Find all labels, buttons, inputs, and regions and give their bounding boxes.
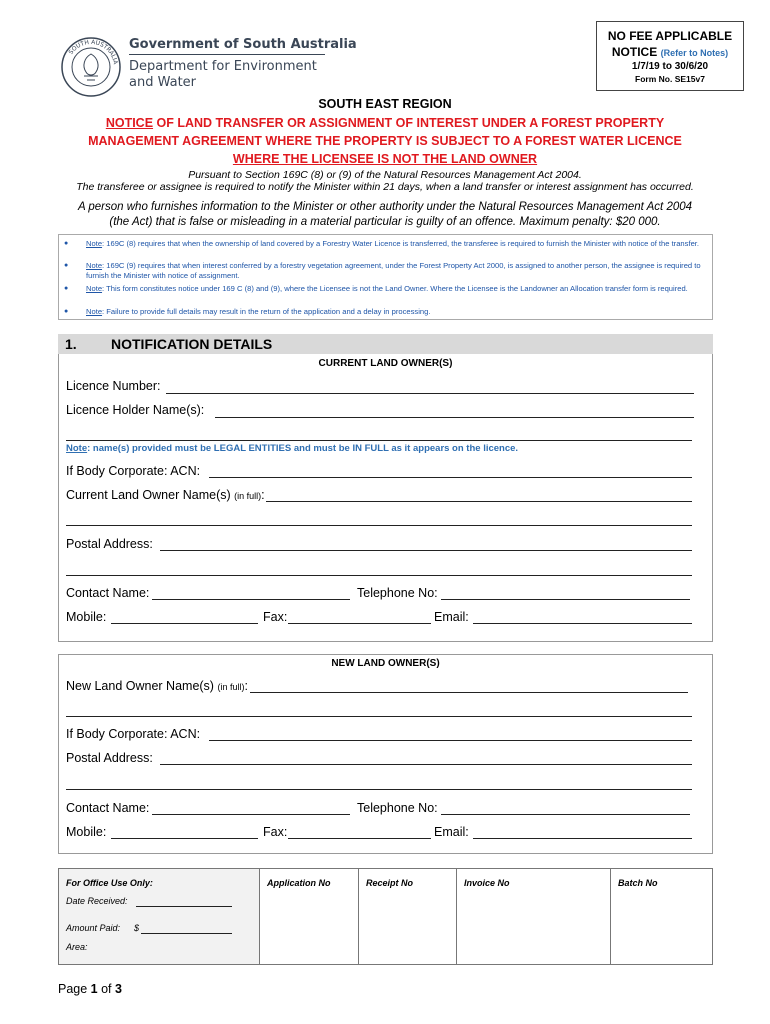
fee-line-1: NO FEE APPLICABLE bbox=[607, 29, 733, 43]
telephone-label: Telephone No: bbox=[357, 586, 438, 600]
current-owner-label: Current Land Owner Name(s) (in full): bbox=[66, 488, 265, 502]
new-telephone-label: Telephone No: bbox=[357, 801, 438, 815]
penalty-text-2: (the Act) that is false or misleading in a material particular is guilty of an offence. Maximum penalty: $20 000. bbox=[109, 216, 661, 228]
new-contact-name-label: Contact Name: bbox=[66, 801, 150, 815]
new-fax-label: Fax: bbox=[263, 825, 288, 839]
contact-name-field[interactable] bbox=[152, 599, 350, 600]
new-postal-address-label: Postal Address: bbox=[66, 751, 153, 765]
form-title-line-1-rest: OF LAND TRANSFER OR ASSIGNMENT OF INTEREST UNDER A FOREST PROPERTY bbox=[153, 116, 665, 130]
fax-field[interactable] bbox=[288, 623, 431, 624]
email-label: Email: bbox=[434, 610, 469, 624]
mobile-field[interactable] bbox=[111, 623, 258, 624]
refer-notes-label: (Refer to Notes) bbox=[660, 48, 729, 58]
notice-label: NOTICE bbox=[611, 45, 658, 59]
licence-holder-field-2[interactable] bbox=[66, 440, 692, 441]
postal-address-field-2[interactable] bbox=[66, 575, 692, 576]
receipt-no-label: Receipt No bbox=[366, 878, 414, 888]
new-body-corporate-acn-field[interactable] bbox=[209, 740, 692, 741]
new-mobile-field[interactable] bbox=[111, 838, 258, 839]
licence-holder-field[interactable] bbox=[215, 417, 694, 418]
form-title-line-2: MANAGEMENT AGREEMENT WHERE THE PROPERTY IS SUBJECT TO A FOREST WATER LICENCE bbox=[88, 134, 682, 148]
body-corporate-label: If Body Corporate: ACN: bbox=[66, 464, 201, 478]
area-label: Area: bbox=[66, 942, 88, 952]
legal-entity-note: Note: name(s) provided must be LEGAL ENTITIES and must be IN FULL as it appears on the licence. bbox=[66, 443, 519, 454]
section-title: NOTIFICATION DETAILS bbox=[111, 336, 273, 352]
invoice-no-label: Invoice No bbox=[464, 878, 510, 888]
form-number: Form No. SE15v7 bbox=[635, 74, 705, 84]
mobile-label: Mobile: bbox=[66, 610, 107, 624]
new-fax-field[interactable] bbox=[288, 838, 431, 839]
date-received-label: Date Received: bbox=[66, 896, 128, 906]
email-field[interactable] bbox=[473, 623, 692, 624]
office-divider bbox=[610, 868, 611, 965]
fax-label: Fax: bbox=[263, 610, 288, 624]
amount-paid-label: Amount Paid: bbox=[66, 923, 121, 933]
bullet-icon: ● bbox=[64, 240, 69, 247]
licence-number-field[interactable] bbox=[166, 393, 694, 394]
dollar-sign: $ bbox=[134, 923, 140, 933]
note-item: ● Note: 169C (8) requires that when the ownership of land covered by a Forestry Water Licence is transferred, the transferee is required to furnish the Minister with notice of the transfer. bbox=[64, 239, 700, 248]
new-body-corporate-label: If Body Corporate: ACN: bbox=[66, 727, 201, 741]
form-title-line-1 bbox=[0, 116, 770, 130]
office-use-title: For Office Use Only: bbox=[66, 878, 153, 888]
note-item: ● Note: This form constitutes notice under 169 C (8) and (9), where the Licensee is not the Land Owner. Where the Licensee is the Landowner an Allocation transfer form is required. bbox=[64, 284, 688, 293]
government-title: Government of South Australia bbox=[129, 37, 357, 52]
department-line-2: and Water bbox=[129, 75, 197, 90]
fee-notice-box bbox=[596, 21, 744, 91]
postal-address-label: Postal Address: bbox=[66, 537, 153, 551]
application-no-label: Application No bbox=[267, 878, 331, 888]
new-postal-address-field-2[interactable] bbox=[66, 789, 692, 790]
amount-paid-field[interactable] bbox=[141, 933, 232, 934]
licence-holder-label: Licence Holder Name(s): bbox=[66, 403, 205, 417]
new-contact-name-field[interactable] bbox=[152, 814, 350, 815]
new-mobile-label: Mobile: bbox=[66, 825, 107, 839]
new-telephone-field[interactable] bbox=[441, 814, 690, 815]
current-owner-field-2[interactable] bbox=[66, 525, 692, 526]
body-corporate-acn-field[interactable] bbox=[209, 477, 692, 478]
new-owner-field[interactable] bbox=[250, 692, 688, 693]
bullet-icon: ● bbox=[64, 262, 69, 269]
government-seal-logo bbox=[60, 36, 122, 98]
bullet-icon: ● bbox=[64, 308, 69, 315]
office-divider bbox=[259, 868, 260, 965]
header-rule bbox=[129, 54, 325, 55]
region-heading: SOUTH EAST REGION bbox=[318, 97, 452, 111]
new-owner-field-2[interactable] bbox=[66, 716, 692, 717]
telephone-field[interactable] bbox=[441, 599, 690, 600]
current-owner-field[interactable] bbox=[266, 501, 692, 502]
office-divider bbox=[456, 868, 457, 965]
svg-text:SOUTH AUSTRALIA: SOUTH AUSTRALIA bbox=[67, 38, 119, 65]
licence-number-label: Licence Number: bbox=[66, 379, 161, 393]
note-item: ● Note: Failure to provide full details may result in the return of the application and a delay in processing. bbox=[64, 307, 431, 316]
note-item: ● Note: 169C (9) requires that when interest conferred by a forestry vegetation agreement, under the Forest Property Act 2000, is assigned to another person, the assignee is required to furnish the Minister with notice of assignment. bbox=[64, 261, 701, 280]
new-owner-label: New Land Owner Name(s) (in full): bbox=[66, 679, 248, 693]
department-line-1: Department for Environment bbox=[129, 59, 317, 74]
postal-address-field[interactable] bbox=[160, 550, 692, 551]
new-owner-heading: NEW LAND OWNER(S) bbox=[331, 658, 440, 669]
penalty-text-1: A person who furnishes information to the Minister or other authority under the Natural Resources Management Act 2004 bbox=[77, 201, 693, 213]
page-number: Page 1 of 3 bbox=[58, 982, 122, 996]
fee-line-2 bbox=[597, 45, 743, 59]
fee-validity-dates: 1/7/19 to 30/6/20 bbox=[631, 61, 709, 72]
batch-no-label: Batch No bbox=[618, 878, 658, 888]
contact-name-label: Contact Name: bbox=[66, 586, 150, 600]
section-number: 1. bbox=[65, 336, 77, 352]
notice-word: NOTICE bbox=[105, 116, 154, 130]
form-title-line-3: WHERE THE LICENSEE IS NOT THE LAND OWNER bbox=[232, 152, 538, 166]
transferee-text: The transferee or assignee is required to notify the Minister within 21 days, when a land transfer or interest assignment has occurred. bbox=[76, 181, 694, 193]
notes-box bbox=[58, 234, 713, 320]
current-owner-heading: CURRENT LAND OWNER(S) bbox=[318, 358, 453, 369]
pursuant-text: Pursuant to Section 169C (8) or (9) of the Natural Resources Management Act 2004. bbox=[188, 169, 582, 181]
office-divider bbox=[358, 868, 359, 965]
new-email-label: Email: bbox=[434, 825, 469, 839]
new-postal-address-field[interactable] bbox=[160, 764, 692, 765]
new-email-field[interactable] bbox=[473, 838, 692, 839]
date-received-field[interactable] bbox=[136, 906, 232, 907]
bullet-icon: ● bbox=[64, 285, 69, 292]
